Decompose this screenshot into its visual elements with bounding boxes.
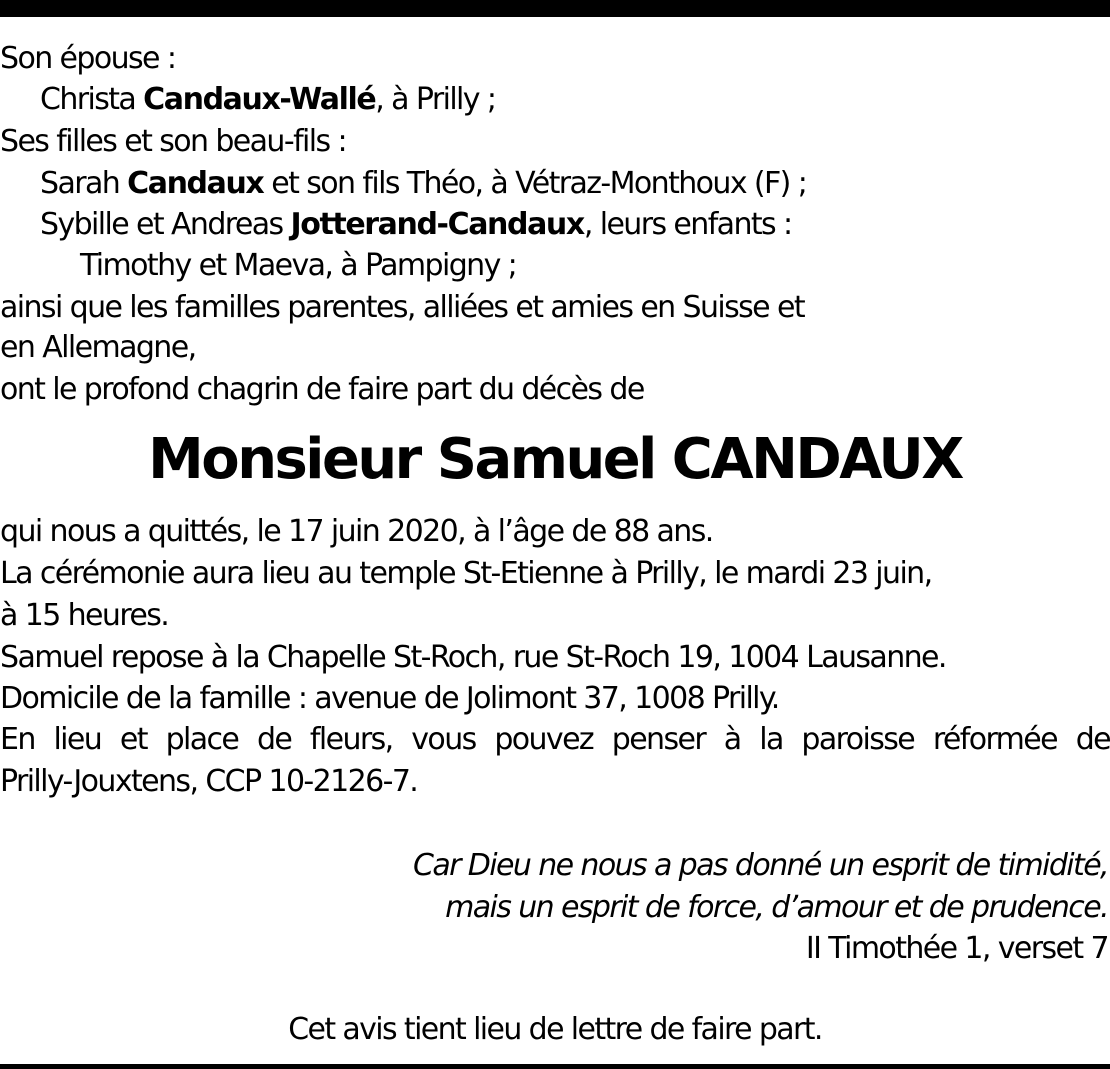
ceremony-line-1: La cérémonie aura lieu au temple St-Etienne à Prilly, le mardi 23 juin, — [0, 556, 932, 591]
bottom-border-rule — [0, 1064, 1110, 1069]
announcement-line: ont le profond chagrin de faire part du décès de — [0, 372, 644, 407]
ceremony-line-2: à 15 heures. — [0, 598, 169, 633]
daughter2-post: , leurs enfants : — [583, 207, 792, 242]
daughter-line-1 — [40, 164, 806, 204]
grandchildren-line: Timothy et Maeva, à Pampigny ; — [80, 248, 517, 283]
spouse-name: Candaux-Wallé — [143, 82, 376, 117]
relatives-line-2: en Allemagne, — [0, 330, 196, 365]
verse-line-1: Car Dieu ne nous a pas donné un esprit de timidité, — [412, 848, 1108, 883]
top-border-rule — [0, 0, 1110, 17]
relatives-line-1: ainsi que les familles parentes, alliées et amies en Suisse et — [0, 290, 804, 325]
spouse-heading: Son épouse : — [0, 41, 176, 76]
family-home-line: Domicile de la famille : avenue de Jolimont 37, 1008 Prilly. — [0, 681, 779, 716]
daughter-line-2 — [40, 205, 792, 245]
daughter2-name: Jotterand-Candaux — [290, 207, 584, 242]
daughter1-post: et son fils Théo, à Vétraz-Monthoux (F) ; — [263, 166, 807, 201]
deceased-name-title: Monsieur Samuel CANDAUX — [148, 427, 962, 492]
spouse-line — [40, 80, 495, 120]
spouse-line-post: , à Prilly ; — [375, 82, 496, 117]
death-date-line: qui nous a quittés, le 17 juin 2020, à l’âge de 88 ans. — [0, 514, 713, 549]
donation-line-2: Prilly-Jouxtens, CCP 10-2126-7. — [0, 764, 418, 799]
footer-note: Cet avis tient lieu de lettre de faire part. — [288, 1012, 822, 1047]
children-heading: Ses filles et son beau-fils : — [0, 124, 346, 159]
verse-line-2: mais un esprit de force, d’amour et de prudence. — [445, 890, 1108, 925]
daughter1-name: Candaux — [127, 166, 264, 201]
spouse-line-pre: Christa — [40, 82, 144, 117]
daughter2-pre: Sybille et Andreas — [40, 207, 291, 242]
daughter1-pre: Sarah — [40, 166, 128, 201]
donation-line-1: En lieu et place de fleurs, vous pouvez penser à la paroisse réformée de — [0, 722, 1110, 757]
verse-reference: II Timothée 1, verset 7 — [805, 931, 1108, 966]
rest-place-line: Samuel repose à la Chapelle St-Roch, rue St-Roch 19, 1004 Lausanne. — [0, 640, 946, 675]
